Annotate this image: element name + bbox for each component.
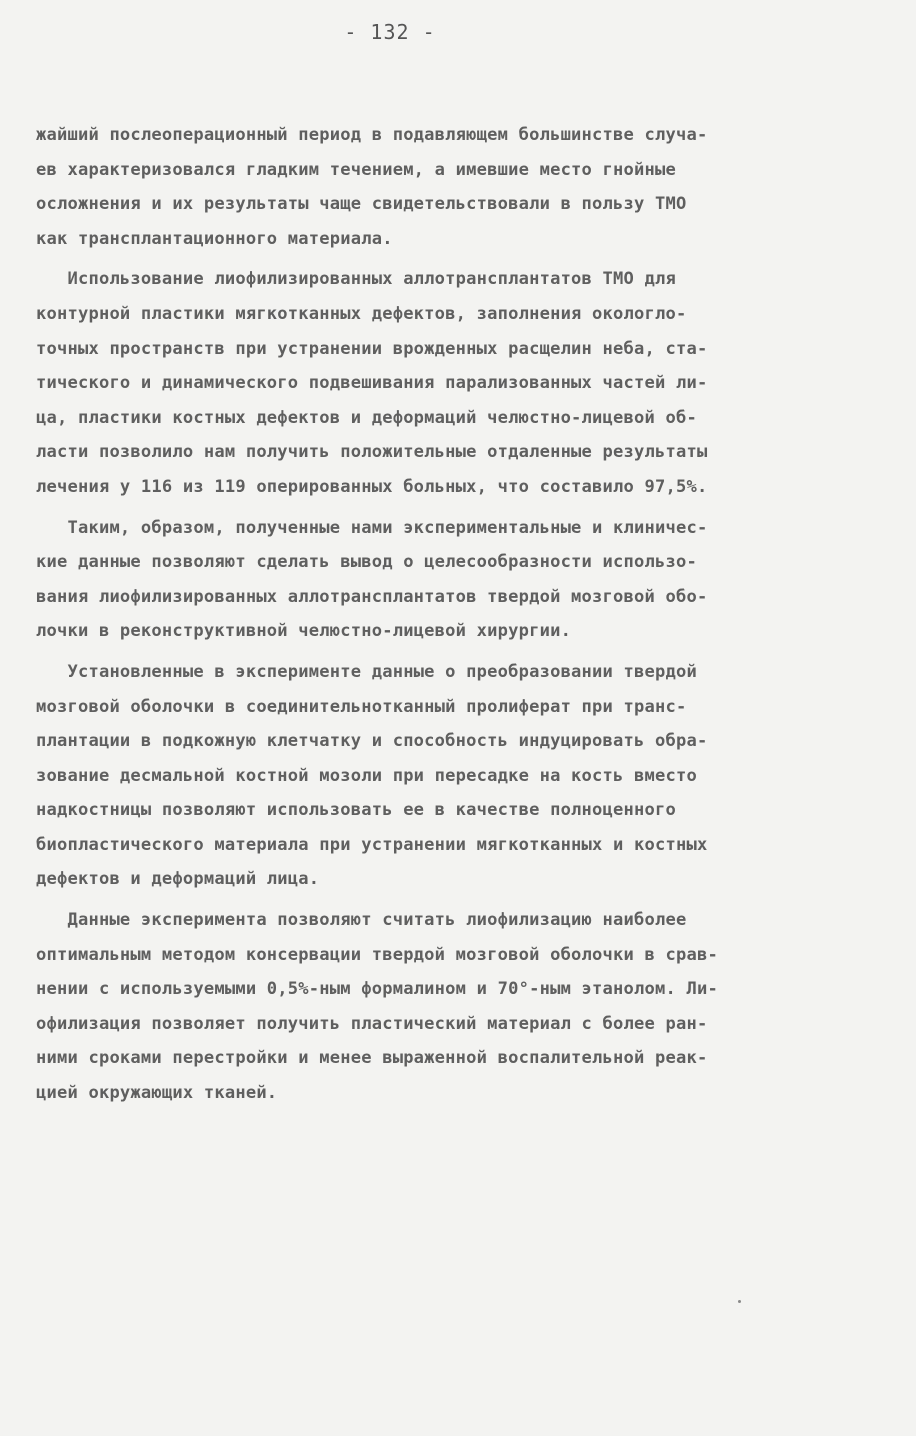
paragraph bbox=[36, 655, 886, 897]
text-line: Использование лиофилизированных аллотрансплантатов ТМО для bbox=[36, 269, 676, 290]
text-line: ев характеризовался гладким течением, а имевшие место гнойные bbox=[36, 159, 676, 180]
text-line: дефектов и деформаций лица. bbox=[36, 869, 320, 890]
text-line: оптимальным методом консервации твердой мозговой оболочки в срав- bbox=[36, 944, 718, 965]
text-line: как трансплантационного материала. bbox=[36, 228, 393, 249]
text-line: жайший послеоперационный период в подавляющем большинстве случа- bbox=[36, 125, 708, 145]
text-line: Таким, образом, полученные нами экспериментальные и клиничес- bbox=[36, 517, 708, 538]
text-line: лочки в реконструктивной челюстно-лицевой хирургии. bbox=[36, 621, 572, 642]
text-line: кие данные позволяют сделать вывод о целесообразности использо- bbox=[36, 552, 697, 573]
text-line: вания лиофилизированных аллотрансплантатов твердой мозговой обо- bbox=[36, 586, 708, 607]
paragraph bbox=[36, 511, 886, 649]
text-line: ними сроками перестройки и менее выраженной воспалительной реак- bbox=[36, 1048, 708, 1069]
text-line: лечения у 116 из 119 оперированных больных, что составило 97,5%. bbox=[36, 476, 708, 497]
text-line: нении с используемыми 0,5%-ным формалином и 70°-ным этанолом. Ли- bbox=[36, 979, 718, 1000]
paragraph bbox=[36, 118, 886, 256]
text-line: ласти позволило нам получить положительные отдаленные результаты bbox=[36, 442, 708, 463]
text-line: надкостницы позволяют использовать ее в качестве полноценного bbox=[36, 800, 676, 821]
text-line: биопластического материала при устранении мягкотканных и костных bbox=[36, 834, 708, 855]
text-line: ца, пластики костных дефектов и деформаций челюстно-лицевой об- bbox=[36, 407, 697, 428]
text-line: зование десмальной костной мозоли при пересадке на кость вместо bbox=[36, 765, 697, 786]
text-line: Установленные в эксперименте данные о преобразовании твердой bbox=[36, 661, 697, 682]
text-line: офилизация позволяет получить пластический материал с более ран- bbox=[36, 1013, 708, 1034]
text-line: цией окружающих тканей. bbox=[36, 1083, 278, 1104]
document-body bbox=[36, 118, 886, 1111]
text-line: тического и динамического подвешивания парализованных частей ли- bbox=[36, 373, 708, 394]
text-line: осложнения и их результаты чаще свидетельствовали в пользу ТМО bbox=[36, 194, 687, 215]
text-line: точных пространств при устранении врожденных расщелин неба, ста- bbox=[36, 338, 708, 359]
scan-speck bbox=[738, 1300, 741, 1303]
paragraph bbox=[36, 262, 886, 504]
text-line: Данные эксперимента позволяют считать лиофилизацию наиболее bbox=[36, 910, 687, 931]
text-line: мозговой оболочки в соединительнотканный пролиферат при транс- bbox=[36, 696, 687, 717]
text-line: контурной пластики мягкотканных дефектов, заполнения окологло- bbox=[36, 303, 687, 324]
text-line: плантации в подкожную клетчатку и способность индуцировать обра- bbox=[36, 731, 708, 752]
paragraph bbox=[36, 903, 886, 1111]
page-number: - 132 - bbox=[344, 20, 436, 44]
